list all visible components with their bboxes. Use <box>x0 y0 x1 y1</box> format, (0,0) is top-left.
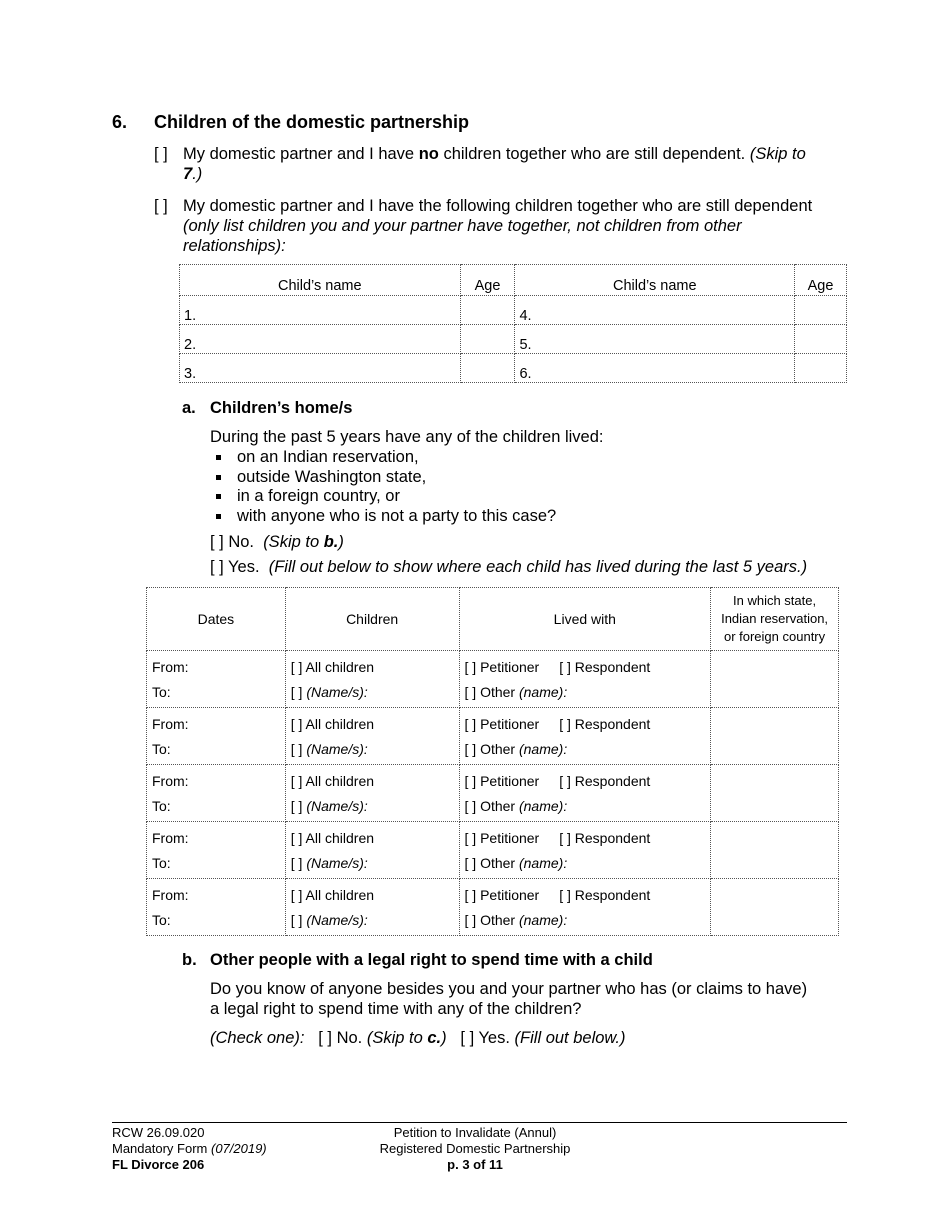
petitioner-checkbox[interactable]: [ ] Petitioner <box>464 773 540 789</box>
part-a-yes-checkbox[interactable]: [ ] Yes. <box>210 558 260 576</box>
header-children: Children <box>285 588 459 651</box>
bullet-square-icon <box>216 514 221 519</box>
part-a-no-checkbox[interactable]: [ ] No. <box>210 533 255 551</box>
header-dates: Dates <box>147 588 286 651</box>
dates-cell[interactable] <box>147 708 286 765</box>
other-checkbox[interactable]: [ ] Other (name): <box>464 683 568 700</box>
part-b-no-checkbox[interactable]: [ ] No. <box>318 1029 363 1047</box>
from-label: From: <box>152 887 189 903</box>
location-cell[interactable] <box>711 708 839 765</box>
respondent-checkbox[interactable]: [ ] Respondent <box>559 716 651 732</box>
from-label: From: <box>152 659 189 675</box>
lived-with-cell <box>459 879 711 936</box>
respondent-checkbox[interactable]: [ ] Respondent <box>559 887 651 903</box>
respondent-checkbox[interactable]: [ ] Respondent <box>559 830 651 846</box>
petitioner-checkbox[interactable]: [ ] Petitioner <box>464 887 540 903</box>
bullet-square-icon <box>216 455 221 460</box>
have-children-line2: (only list children you and your partner have together, not children from other <box>183 217 742 235</box>
header-lived-with: Lived with <box>459 588 711 651</box>
list-item: on an Indian reservation, <box>212 448 556 468</box>
table-row <box>147 765 839 822</box>
footer-left <box>112 1125 267 1173</box>
footer-title-2: Registered Domestic Partnership <box>379 1141 571 1156</box>
from-label: From: <box>152 773 189 789</box>
footer-divider <box>112 1122 847 1123</box>
children-cell <box>285 651 459 708</box>
location-cell[interactable] <box>711 879 839 936</box>
part-b-skip-end: ) <box>441 1029 447 1047</box>
part-b-skip-target: c. <box>427 1029 442 1047</box>
all-children-checkbox[interactable]: [ ] All children <box>290 773 375 789</box>
child-age-cell[interactable] <box>795 296 847 325</box>
child-age-cell[interactable] <box>795 325 847 354</box>
header-childs-name-2: Child’s name <box>515 265 795 296</box>
part-a-bullet-list <box>212 448 556 526</box>
residence-history-table <box>146 587 839 936</box>
all-children-checkbox[interactable]: [ ] All children <box>290 659 375 675</box>
lived-with-cell <box>459 708 711 765</box>
respondent-checkbox[interactable]: [ ] Respondent <box>559 773 651 789</box>
bullet-square-icon <box>216 494 221 499</box>
no-children-text-pre: My domestic partner and I have <box>183 145 419 163</box>
all-children-checkbox[interactable]: [ ] All children <box>290 887 375 903</box>
part-b-letter: b. <box>182 951 197 969</box>
names-checkbox[interactable]: [ ] (Name/s): <box>290 683 368 700</box>
all-children-checkbox[interactable]: [ ] All children <box>290 716 375 732</box>
to-label: To: <box>152 740 171 757</box>
child-name-cell[interactable]: 1. <box>180 296 461 325</box>
no-children-bold: no <box>418 145 439 163</box>
part-b-skip: (Skip to <box>366 1029 428 1047</box>
children-cell <box>285 708 459 765</box>
part-b-options <box>210 1029 626 1049</box>
checkbox-no-children[interactable]: [ ] <box>154 145 168 163</box>
children-cell <box>285 879 459 936</box>
names-checkbox[interactable]: [ ] (Name/s): <box>290 854 368 871</box>
table-row <box>147 708 839 765</box>
have-children-line3: relationships): <box>183 237 286 255</box>
child-name-cell[interactable]: 6. <box>515 354 795 383</box>
header-age-2: Age <box>795 265 847 296</box>
all-children-checkbox[interactable]: [ ] All children <box>290 830 375 846</box>
list-item: in a foreign country, or <box>212 487 556 507</box>
no-children-skip-target: 7 <box>183 165 193 183</box>
names-checkbox[interactable]: [ ] (Name/s): <box>290 740 368 757</box>
part-a-letter: a. <box>182 399 196 417</box>
part-a-yes-note: (Fill out below to show where each child has lived during the last 5 years.) <box>268 558 808 576</box>
dates-cell[interactable] <box>147 822 286 879</box>
part-a-yes-option <box>210 558 807 578</box>
location-cell[interactable] <box>711 651 839 708</box>
child-age-cell[interactable] <box>795 354 847 383</box>
footer-date: (07/2019) <box>210 1141 267 1156</box>
table-row <box>147 879 839 936</box>
option-have-children <box>154 196 854 258</box>
child-age-cell[interactable] <box>460 354 515 383</box>
from-label: From: <box>152 830 189 846</box>
child-name-cell[interactable]: 4. <box>515 296 795 325</box>
other-checkbox[interactable]: [ ] Other (name): <box>464 740 568 757</box>
section-title: Children of the domestic partnership <box>154 112 470 132</box>
child-age-cell[interactable] <box>460 296 515 325</box>
child-age-cell[interactable] <box>460 325 515 354</box>
no-children-text-post: children together who are still dependent. <box>438 145 750 163</box>
dates-cell[interactable] <box>147 879 286 936</box>
part-b-yes-checkbox[interactable]: [ ] Yes. <box>460 1029 510 1047</box>
table-row <box>147 822 839 879</box>
petitioner-checkbox[interactable]: [ ] Petitioner <box>464 830 540 846</box>
header-age-1: Age <box>460 265 515 296</box>
dates-cell[interactable] <box>147 651 286 708</box>
footer-rcw: RCW 26.09.020 <box>112 1125 205 1140</box>
section-number: 6. <box>112 112 128 132</box>
header-location: In which state, Indian reservation, or foreign country <box>711 588 839 651</box>
petitioner-checkbox[interactable]: [ ] Petitioner <box>464 659 540 675</box>
part-b-yes-note: (Fill out below.) <box>514 1029 626 1047</box>
footer-title-1: Petition to Invalidate (Annul) <box>393 1125 557 1140</box>
child-name-cell[interactable]: 2. <box>180 325 461 354</box>
bullet-square-icon <box>216 475 221 480</box>
from-label: From: <box>152 716 189 732</box>
to-label: To: <box>152 854 171 871</box>
no-children-skip-end: .) <box>192 165 203 183</box>
footer-center <box>355 1125 595 1173</box>
respondent-checkbox[interactable]: [ ] Respondent <box>559 659 651 675</box>
names-checkbox[interactable]: [ ] (Name/s): <box>290 911 368 928</box>
petitioner-checkbox[interactable]: [ ] Petitioner <box>464 716 540 732</box>
to-label: To: <box>152 683 171 700</box>
location-cell[interactable] <box>711 822 839 879</box>
other-checkbox[interactable]: [ ] Other (name): <box>464 911 568 928</box>
list-item: outside Washington state, <box>212 468 556 488</box>
part-a-intro: During the past 5 years have any of the children lived: <box>210 428 604 446</box>
no-children-skip: (Skip to <box>749 145 806 163</box>
footer-page-number: p. 3 of 11 <box>447 1157 503 1172</box>
part-a-no-skip-target: b. <box>323 533 339 551</box>
header-childs-name-1: Child’s name <box>180 265 461 296</box>
part-b-title: Other people with a legal right to spend time with a child <box>210 951 653 969</box>
other-checkbox[interactable]: [ ] Other (name): <box>464 797 568 814</box>
part-a-no-skip: (Skip to <box>263 533 324 551</box>
part-b-check-one: (Check one): <box>210 1029 305 1047</box>
list-item: with anyone who is not a party to this case? <box>212 507 556 527</box>
other-checkbox[interactable]: [ ] Other (name): <box>464 854 568 871</box>
footer-mandatory: Mandatory Form <box>112 1141 211 1156</box>
children-cell <box>285 822 459 879</box>
names-checkbox[interactable]: [ ] (Name/s): <box>290 797 368 814</box>
table-row <box>147 651 839 708</box>
child-name-cell[interactable]: 3. <box>180 354 461 383</box>
dates-cell[interactable] <box>147 765 286 822</box>
part-b-question: Do you know of anyone besides you and your partner who has (or claims to have) a legal right to spend time with any of the children? <box>210 980 808 1018</box>
have-children-line1: My domestic partner and I have the following children together who are still dependent <box>183 197 813 215</box>
footer-form-id: FL Divorce 206 <box>112 1157 205 1172</box>
option-no-children <box>154 144 854 186</box>
checkbox-have-children[interactable]: [ ] <box>154 197 168 215</box>
location-cell[interactable] <box>711 765 839 822</box>
lived-with-cell <box>459 651 711 708</box>
lived-with-cell <box>459 765 711 822</box>
children-table <box>179 264 847 383</box>
part-a-no-option <box>210 533 344 553</box>
part-a-title: Children’s home/s <box>210 399 353 417</box>
children-cell <box>285 765 459 822</box>
part-a-no-skip-end: ) <box>338 533 344 551</box>
to-label: To: <box>152 911 171 928</box>
lived-with-cell <box>459 822 711 879</box>
to-label: To: <box>152 797 171 814</box>
child-name-cell[interactable]: 5. <box>515 325 795 354</box>
